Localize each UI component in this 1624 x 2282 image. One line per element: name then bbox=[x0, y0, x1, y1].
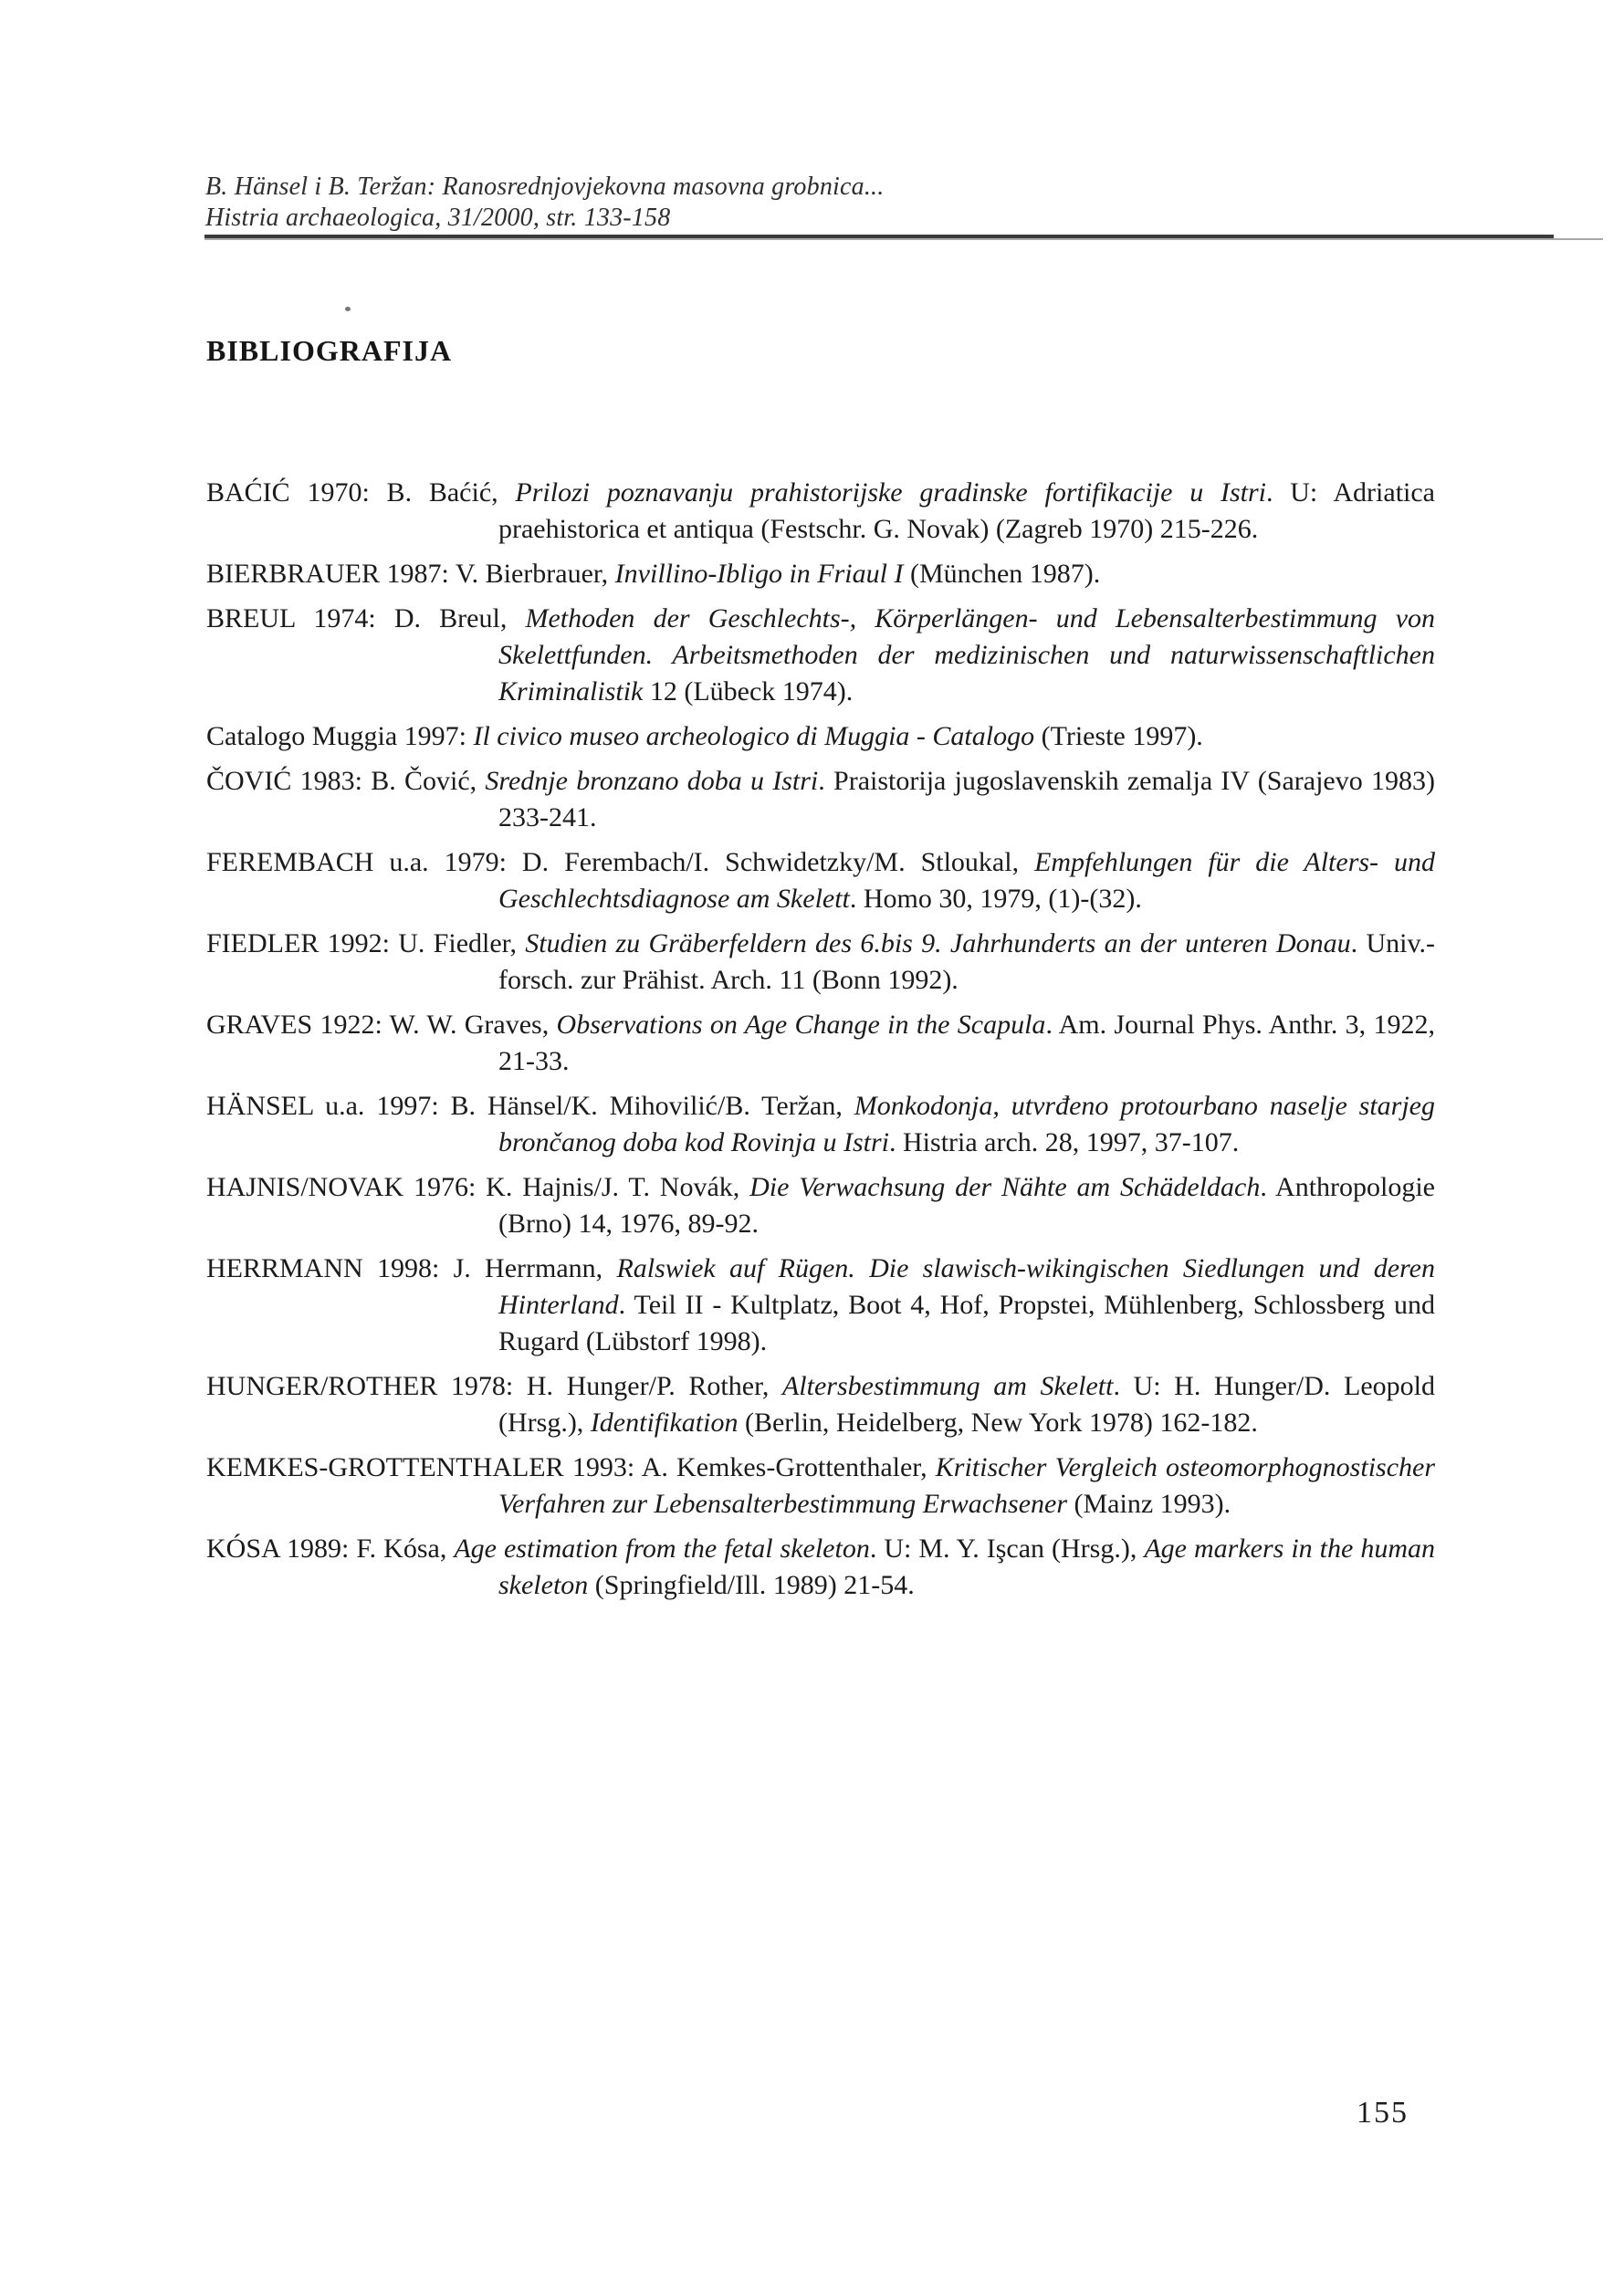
entry-text: FEREMBACH u.a. 1979: D. Ferembach/I. Schwidetzky/M. Stloukal, bbox=[206, 847, 1035, 877]
entry-text: HERRMANN 1998: J. Herrmann, bbox=[206, 1253, 617, 1283]
bib-entry-bacic-1970 bbox=[206, 475, 1435, 548]
entry-text: . Univ.-forsch. zur Prähist. Arch. 11 (Bonn 1992). bbox=[498, 928, 1435, 995]
entry-text: (Springfield/Ill. 1989) 21-54. bbox=[588, 1570, 915, 1600]
entry-title: Kritischer Vergleich osteomorphognostischer Verfahren zur Lebensalterbestimmung Erwachsener bbox=[498, 1452, 1436, 1519]
entry-text: (Berlin, Heidelberg, New York 1978) 162-182. bbox=[738, 1408, 1258, 1438]
bib-entry-hunger-rother-1978 bbox=[206, 1368, 1435, 1441]
bib-entry-fiedler-1992 bbox=[206, 926, 1435, 999]
entry-title: Il civico museo archeologico di Muggia - Catalogo bbox=[473, 721, 1035, 751]
bib-entry-herrmann-1998 bbox=[206, 1251, 1435, 1360]
entry-text: Catalogo Muggia 1997: bbox=[206, 721, 474, 751]
entry-text: . U: M. Y. Işcan (Hrsg.), bbox=[869, 1534, 1145, 1564]
entry-title: Monkodonja, utvrđeno protourbano naselje starjeg brončanog doba kod Rovinja u Istri bbox=[498, 1091, 1435, 1157]
entry-text: BIERBRAUER 1987: V. Bierbrauer, bbox=[206, 559, 615, 589]
entry-text: BAĆIĆ 1970: B. Baćić, bbox=[206, 477, 516, 508]
entry-title: Die Verwachsung der Nähte am Schädeldach bbox=[749, 1172, 1261, 1202]
entry-title: Age markers in the human skeleton bbox=[498, 1534, 1435, 1600]
entry-text: BREUL 1974: D. Breul, bbox=[206, 603, 526, 633]
running-head bbox=[205, 172, 884, 234]
bibliography-list bbox=[206, 475, 1435, 1612]
entry-text: . Anthropologie (Brno) 14, 1976, 89-92. bbox=[498, 1172, 1436, 1239]
entry-title: Methoden der Geschlechts-, Körperlängen- und Lebensalterbestimmung von Skelettfunden. Arbeitsmethoden der medizinischen und naturwissenschaftlichen Kriminalistik bbox=[498, 603, 1436, 707]
bib-entry-kemkes-grottenthaler-1993 bbox=[206, 1450, 1435, 1523]
entry-text: . Praistorija jugoslavenskih zemalja IV (Sarajevo 1983) 233-241. bbox=[498, 766, 1435, 832]
bib-entry-bierbrauer-1987 bbox=[206, 556, 1435, 592]
entry-text: . Histria arch. 28, 1997, 37-107. bbox=[889, 1127, 1240, 1157]
entry-text: . Teil II - Kultplatz, Boot 4, Hof, Propstei, Mühlenberg, Schlossberg und Rugard (Lübstorf 1998). bbox=[498, 1290, 1435, 1356]
entry-text: (München 1987). bbox=[903, 559, 1101, 589]
entry-title: Srednje bronzano doba u Istri bbox=[485, 766, 819, 796]
entry-title: Age estimation from the fetal skeleton bbox=[454, 1534, 870, 1564]
entry-text: GRAVES 1922: W. W. Graves, bbox=[206, 1010, 557, 1040]
page-number: 155 bbox=[1357, 2096, 1409, 2130]
section-title: BIBLIOGRAFIJA bbox=[206, 334, 453, 367]
entry-title: Prilozi poznavanju prahistorijske gradinske fortifikacije u Istri bbox=[515, 477, 1266, 508]
entry-title: Studien zu Gräberfeldern des 6.bis 9. Jahrhunderts an der unteren Donau bbox=[525, 928, 1351, 958]
entry-text: 12 (Lübeck 1974). bbox=[643, 676, 854, 707]
entry-text: FIEDLER 1992: U. Fiedler, bbox=[206, 928, 526, 958]
bib-entry-graves-1922 bbox=[206, 1007, 1435, 1080]
running-head-line-1: B. Hänsel i B. Teržan: Ranosrednjovjekovna masovna grobnica... bbox=[205, 173, 885, 201]
entry-text: KÓSA 1989: F. Kósa, bbox=[206, 1534, 455, 1564]
entry-text: . U: H. Hunger/D. Leopold (Hrsg.), bbox=[498, 1371, 1435, 1438]
entry-text: (Trieste 1997). bbox=[1034, 721, 1203, 751]
bib-entry-ferembach-1979 bbox=[206, 844, 1435, 917]
entry-text: (Mainz 1993). bbox=[1067, 1489, 1231, 1519]
entry-text: ČOVIĆ 1983: B. Čović, bbox=[206, 766, 486, 796]
bib-entry-kosa-1989 bbox=[206, 1531, 1435, 1604]
entry-title: Empfehlungen für die Alters- und Geschlechtsdiagnose am Skelett bbox=[498, 847, 1436, 914]
bib-entry-covic-1983 bbox=[206, 763, 1435, 836]
entry-text: KEMKES-GROTTENTHALER 1993: A. Kemkes-Grottenthaler, bbox=[206, 1452, 936, 1482]
bib-entry-haensel-1997 bbox=[206, 1088, 1435, 1161]
entry-text: HAJNIS/NOVAK 1976: K. Hajnis/J. T. Novák, bbox=[206, 1172, 750, 1202]
bib-entry-catalogo-muggia-1997 bbox=[206, 718, 1435, 755]
bib-entry-hajnis-novak-1976 bbox=[206, 1169, 1435, 1242]
header-divider-rule-shadow bbox=[204, 238, 1603, 240]
entry-text: HUNGER/ROTHER 1978: H. Hunger/P. Rother, bbox=[206, 1371, 782, 1401]
entry-title: Invillino-Ibligo in Friaul I bbox=[614, 559, 904, 589]
entry-text: . U: Adriatica praehistorica et antiqua (Festschr. G. Novak) (Zagreb 1970) 215-226. bbox=[498, 477, 1435, 544]
running-head-line-2: Histria archaeologica, 31/2000, str. 133-158 bbox=[205, 204, 671, 232]
bib-entry-breul-1974 bbox=[206, 601, 1435, 710]
entry-title: Identifikation bbox=[590, 1408, 739, 1438]
entry-text: . Homo 30, 1979, (1)-(32). bbox=[849, 884, 1142, 914]
entry-title: Ralswiek auf Rügen. Die slawisch-wikingischen Siedlungen und deren Hinterland bbox=[498, 1253, 1435, 1320]
entry-text: . Am. Journal Phys. Anthr. 3, 1922, 21-33. bbox=[498, 1010, 1435, 1076]
entry-title: Altersbestimmung am Skelett bbox=[781, 1371, 1114, 1401]
entry-title: Observations on Age Change in the Scapula bbox=[556, 1010, 1046, 1040]
scan-speckle bbox=[345, 307, 351, 311]
entry-text: HÄNSEL u.a. 1997: B. Hänsel/K. Mihovilić/B. Teržan, bbox=[206, 1091, 854, 1121]
